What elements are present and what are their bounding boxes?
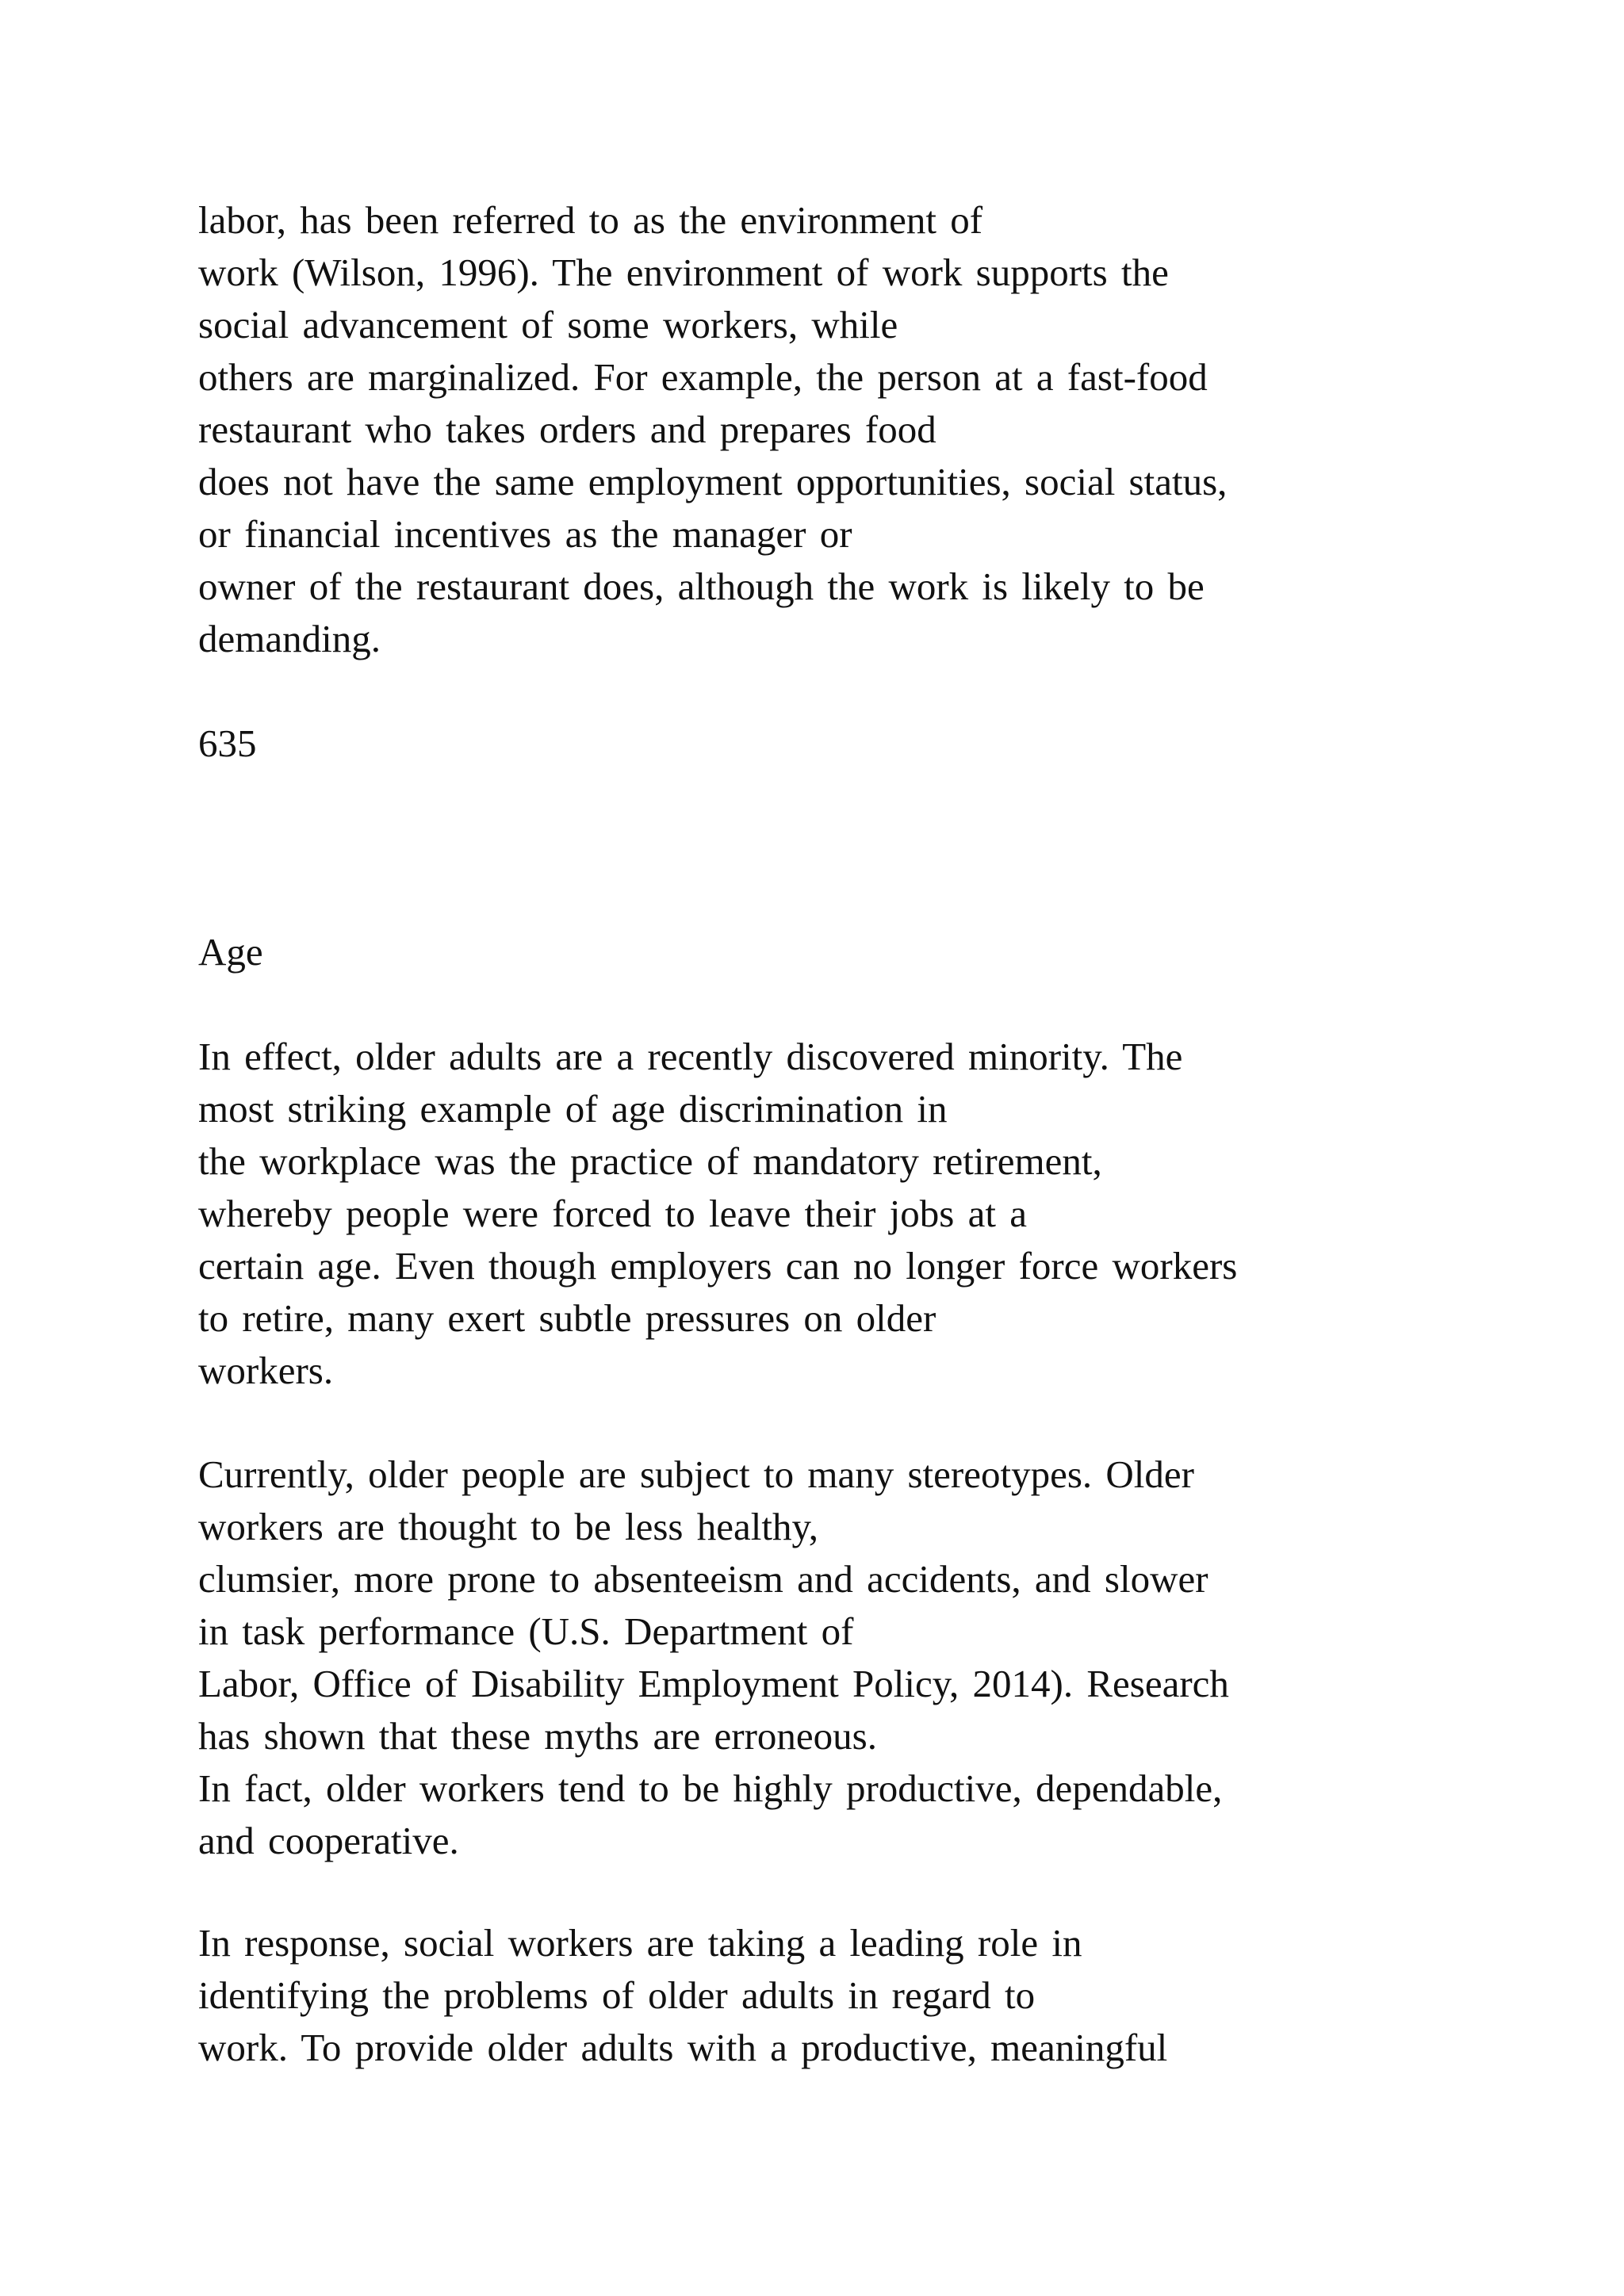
text-line: In response, social workers are taking a leading role in bbox=[198, 1921, 1082, 1965]
text-line: labor, has been referred to as the environment of bbox=[198, 198, 983, 242]
text-line: Currently, older people are subject to many stereotypes. Older bbox=[198, 1452, 1194, 1496]
section-heading-text: Age bbox=[198, 930, 263, 974]
paragraph-age-discrimination bbox=[198, 1031, 1529, 1397]
text-line: does not have the same employment opportunities, social status, bbox=[198, 460, 1228, 503]
text-line: whereby people were forced to leave their jobs at a bbox=[198, 1192, 1027, 1235]
text-line: work (Wilson, 1996). The environment of work supports the bbox=[198, 251, 1169, 294]
text-line: to retire, many exert subtle pressures on older bbox=[198, 1296, 936, 1340]
text-line: workers. bbox=[198, 1349, 334, 1392]
text-line: in task performance (U.S. Department of bbox=[198, 1609, 854, 1653]
text-line: restaurant who takes orders and prepares food bbox=[198, 408, 936, 451]
text-line: demanding. bbox=[198, 617, 381, 660]
page-number-text: 635 bbox=[198, 721, 257, 765]
section-heading bbox=[198, 926, 1529, 978]
text-line: the workplace was the practice of mandatory retirement, bbox=[198, 1139, 1102, 1183]
text-line: and cooperative. bbox=[198, 1819, 459, 1862]
text-line: identifying the problems of older adults in regard to bbox=[198, 1973, 1036, 2017]
text-line: In fact, older workers tend to be highly productive, dependable, bbox=[198, 1766, 1223, 1810]
paragraph-stereotypes bbox=[198, 1448, 1529, 1867]
text-line: In effect, older adults are a recently discovered minority. The bbox=[198, 1035, 1183, 1078]
text-line: most striking example of age discrimination in bbox=[198, 1087, 948, 1131]
text-line: clumsier, more prone to absenteeism and accidents, and slower bbox=[198, 1557, 1208, 1601]
paragraph-environment-of-work bbox=[198, 194, 1529, 665]
text-line: social advancement of some workers, while bbox=[198, 303, 898, 346]
text-line: has shown that these myths are erroneous. bbox=[198, 1714, 877, 1758]
text-line: others are marginalized. For example, the person at a fast-food bbox=[198, 355, 1208, 399]
text-line: workers are thought to be less healthy, bbox=[198, 1505, 819, 1548]
text-line: certain age. Even though employers can no longer force workers bbox=[198, 1244, 1238, 1288]
text-line: Labor, Office of Disability Employment Policy, 2014). Research bbox=[198, 1662, 1229, 1705]
text-line: owner of the restaurant does, although the work is likely to be bbox=[198, 564, 1205, 608]
text-line: or financial incentives as the manager or bbox=[198, 512, 852, 556]
text-line: work. To provide older adults with a productive, meaningful bbox=[198, 2026, 1168, 2069]
paragraph-social-workers-response bbox=[198, 1917, 1529, 2074]
page-number bbox=[198, 718, 1529, 770]
